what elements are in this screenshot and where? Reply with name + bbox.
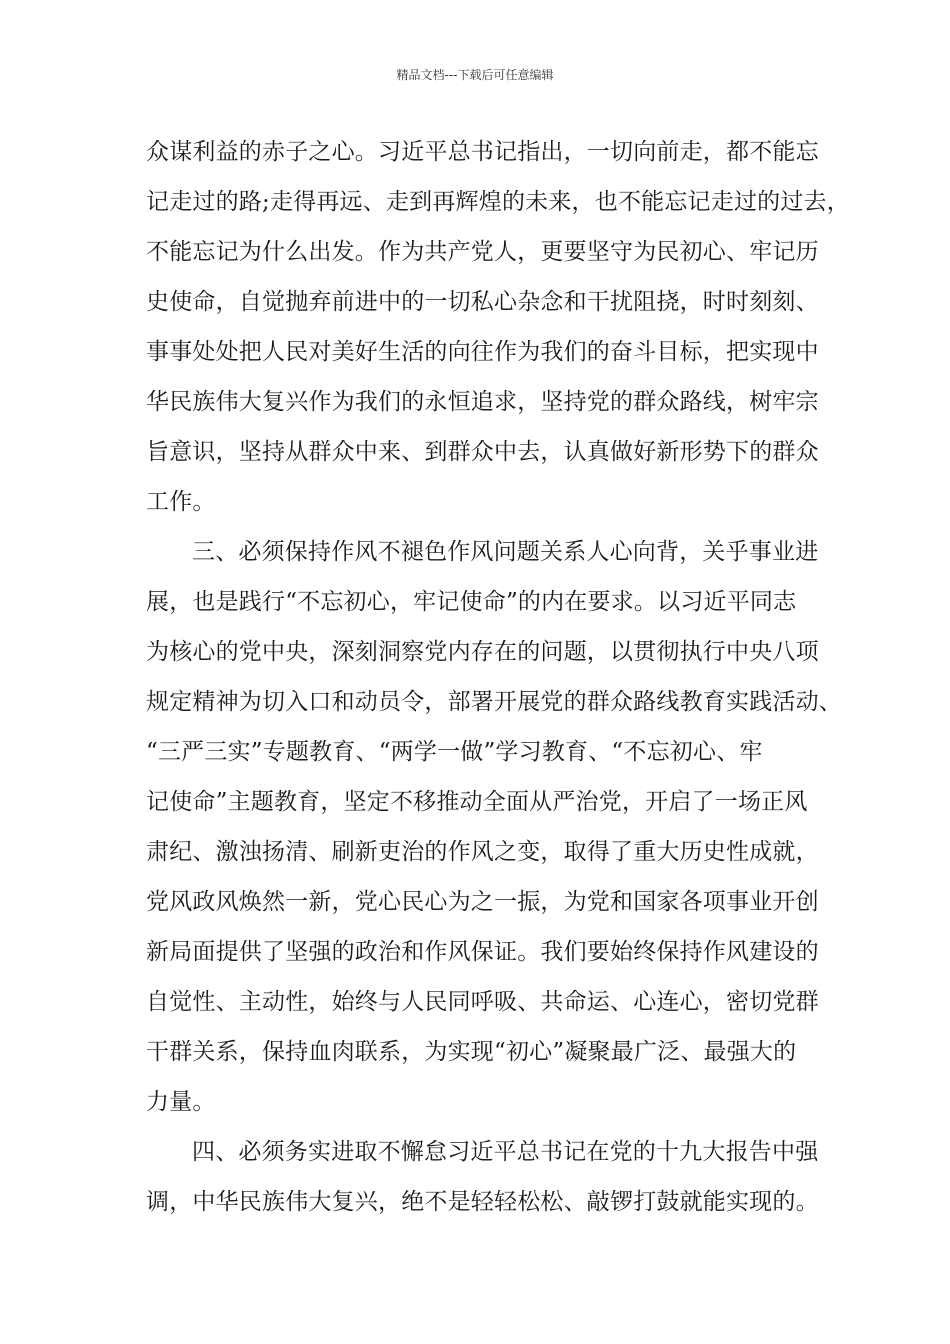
body-line: 事事处处把人民对美好生活的向往作为我们的奋斗目标，把实现中 bbox=[146, 339, 819, 365]
body-line: 不能忘记为什么出发。作为共产党人，更要坚守为民初心、牢记历 bbox=[146, 239, 819, 265]
body-line: 新局面提供了坚强的政治和作风保证。我们要始终保持作风建设的 bbox=[146, 939, 819, 965]
body-line: 为核心的党中央，深刻洞察党内存在的问题，以贯彻执行中央八项 bbox=[146, 639, 819, 665]
body-line: 规定精神为切入口和动员令，部署开展党的群众路线教育实践活动、 bbox=[146, 689, 842, 715]
body-line: 工作。 bbox=[146, 489, 216, 515]
body-line: 自觉性、主动性，始终与人民同呼吸、共命运、心连心，密切党群 bbox=[146, 989, 819, 1015]
page-header: 精品文档---下载后可任意编辑 bbox=[396, 68, 554, 82]
body-line: 展，也是践行“不忘初心，牢记使命”的内在要求。以习近平同志 bbox=[146, 589, 797, 615]
body-line: 记走过的路;走得再远、走到再辉煌的未来，也不能忘记走过的过去， bbox=[146, 189, 850, 215]
body-line: 华民族伟大复兴作为我们的永恒追求，坚持党的群众路线，树牢宗 bbox=[146, 389, 819, 415]
body-line: 干群关系，保持血肉联系，为实现“初心”凝聚最广泛、最强大的 bbox=[146, 1039, 797, 1065]
body-line: 力量。 bbox=[146, 1089, 216, 1115]
body-line: 旨意识，坚持从群众中来、到群众中去，认真做好新形势下的群众 bbox=[146, 439, 819, 465]
body-line: 肃纪、激浊扬清、刷新吏治的作风之变，取得了重大历史性成就， bbox=[146, 839, 819, 865]
section-heading-line: 四、必须务实进取不懈怠习近平总书记在党的十九大报告中强 bbox=[192, 1139, 819, 1165]
section-heading-line: 三、必须保持作风不褪色作风问题关系人心向背，关乎事业进 bbox=[192, 539, 819, 565]
body-line: “三严三实”专题教育、“两学一做”学习教育、“不忘初心、牢 bbox=[146, 739, 763, 765]
body-line: 党风政风焕然一新，党心民心为之一振，为党和国家各项事业开创 bbox=[146, 889, 819, 915]
body-line: 众谋利益的赤子之心。习近平总书记指出，一切向前走，都不能忘 bbox=[146, 139, 819, 165]
body-line: 调，中华民族伟大复兴，绝不是轻轻松松、敲锣打鼓就能实现的。 bbox=[146, 1189, 819, 1215]
body-line: 史使命，自觉抛弃前进中的一切私心杂念和干扰阻挠，时时刻刻、 bbox=[146, 289, 819, 315]
body-line: 记使命”主题教育，坚定不移推动全面从严治党，开启了一场正风 bbox=[146, 789, 808, 815]
